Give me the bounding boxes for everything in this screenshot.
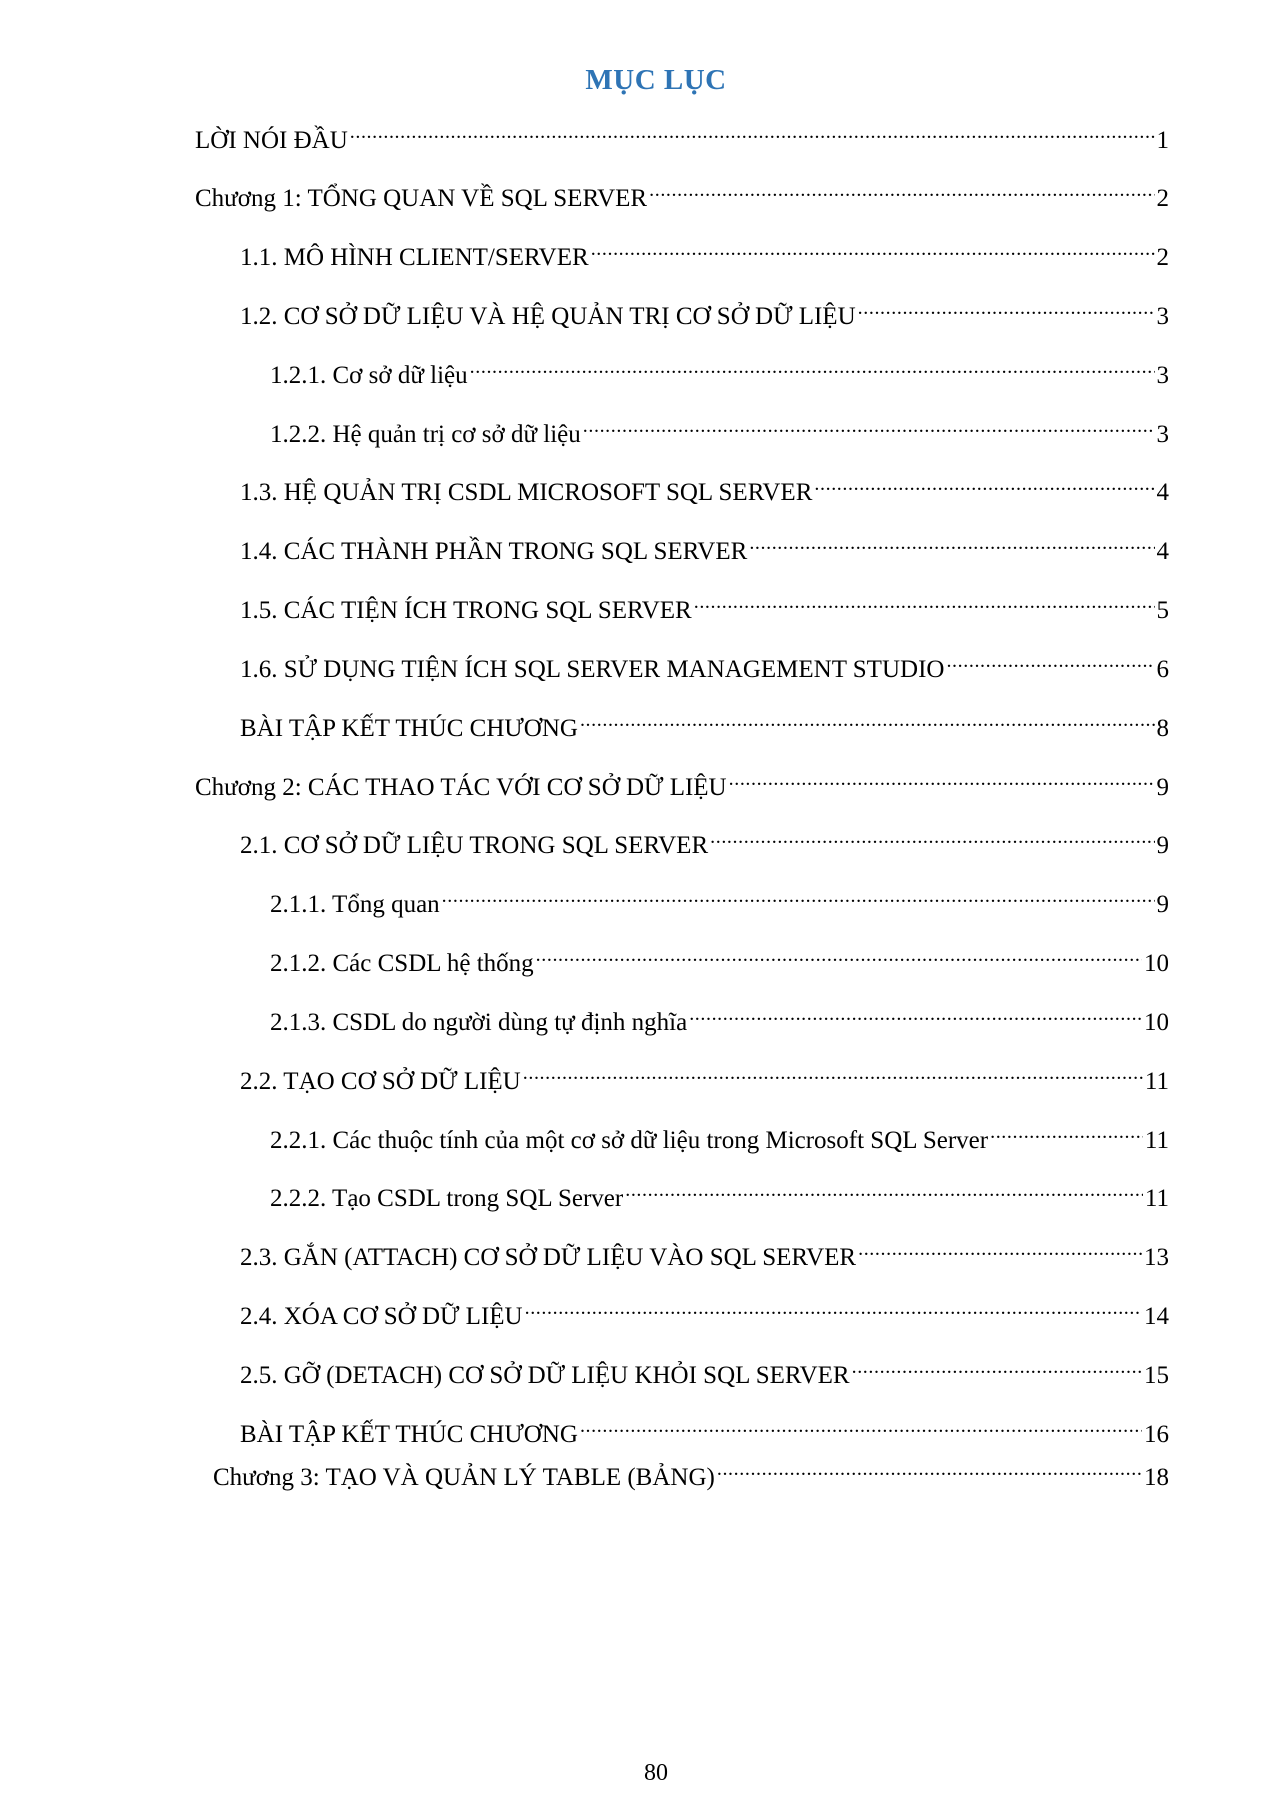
toc-entry-page: 3 — [1156, 303, 1169, 330]
toc-entry-label: 1.2.2. Hệ quản trị cơ sở dữ liệu — [270, 421, 581, 448]
toc-entry[interactable] — [240, 1233, 1169, 1271]
dot-leader — [946, 645, 1154, 677]
toc-entry-label: 2.2.1. Các thuộc tính của một cơ sở dữ liệu trong Microsoft SQL Server — [270, 1127, 989, 1154]
toc-entry-page: 15 — [1144, 1362, 1169, 1389]
toc-entry-page: 16 — [1144, 1421, 1169, 1448]
toc-entry-label: 1.3. HỆ QUẢN TRỊ CSDL MICROSOFT SQL SERVER — [240, 479, 813, 506]
toc-entry-label: Chương 2: CÁC THAO TÁC VỚI CƠ SỞ DỮ LIỆU — [195, 774, 727, 801]
dot-leader — [710, 821, 1154, 853]
dot-leader — [583, 410, 1155, 442]
dot-leader — [350, 116, 1155, 148]
dot-leader — [858, 1233, 1142, 1265]
dot-leader — [717, 1453, 1142, 1485]
toc-entry[interactable] — [240, 233, 1169, 271]
dot-leader — [580, 704, 1155, 736]
toc-entry[interactable] — [195, 174, 1169, 212]
toc-entry-page: 9 — [1156, 832, 1169, 859]
toc-entry-page: 9 — [1156, 891, 1169, 918]
toc-entry-page: 3 — [1156, 421, 1169, 448]
toc-entry[interactable] — [213, 1453, 1169, 1491]
page-number: 80 — [644, 1760, 668, 1786]
toc-entry-page: 2 — [1156, 244, 1169, 271]
toc-entry-label: LỜI NÓI ĐẦU — [195, 127, 348, 154]
toc-entry-page: 2 — [1156, 185, 1169, 212]
toc-entry-page: 4 — [1156, 479, 1169, 506]
toc-entry[interactable] — [240, 1057, 1169, 1095]
toc-entry-label: Chương 1: TỔNG QUAN VỀ SQL SERVER — [195, 185, 648, 212]
toc-entry[interactable] — [240, 468, 1169, 506]
dot-leader — [525, 1292, 1142, 1324]
toc-title: MỤC LỤC — [585, 64, 727, 96]
toc-entry-page: 1 — [1156, 127, 1169, 154]
toc-entry-label: 1.2. CƠ SỞ DỮ LIỆU VÀ HỆ QUẢN TRỊ CƠ SỞ DỮ LIỆU — [240, 303, 856, 330]
toc-entry-label: Chương 3: TẠO VÀ QUẢN LÝ TABLE (BẢNG) — [213, 1464, 715, 1491]
dot-leader — [729, 763, 1155, 795]
dot-leader — [852, 1351, 1142, 1383]
toc-entry[interactable] — [240, 1292, 1169, 1330]
toc-entry[interactable] — [270, 1174, 1169, 1212]
toc-entry-page: 14 — [1144, 1303, 1169, 1330]
toc-entry-label: 2.5. GỠ (DETACH) CƠ SỞ DỮ LIỆU KHỎI SQL SERVER — [240, 1362, 850, 1389]
dot-leader — [694, 586, 1155, 618]
toc-entry-page: 18 — [1144, 1464, 1169, 1491]
toc-entry-page: 11 — [1144, 1127, 1169, 1154]
toc-entry-label: 2.1.3. CSDL do người dùng tự định nghĩa — [270, 1009, 688, 1036]
toc-entry-label: BÀI TẬP KẾT THÚC CHƯƠNG — [240, 715, 578, 742]
toc-entry[interactable] — [270, 880, 1169, 918]
dot-leader — [649, 174, 1154, 206]
toc-entry-label: 2.3. GẮN (ATTACH) CƠ SỞ DỮ LIỆU VÀO SQL SERVER — [240, 1244, 857, 1271]
dot-leader — [580, 1410, 1142, 1442]
toc-entry-page: 10 — [1144, 950, 1169, 977]
dot-leader — [858, 292, 1155, 324]
dot-leader — [990, 1116, 1143, 1148]
toc-entry-label: 2.1. CƠ SỞ DỮ LIỆU TRONG SQL SERVER — [240, 832, 709, 859]
toc-entry-page: 4 — [1156, 538, 1169, 565]
dot-leader — [689, 998, 1142, 1030]
toc-entry[interactable] — [270, 1116, 1169, 1154]
toc-entry-label: 2.1.2. Các CSDL hệ thống — [270, 950, 534, 977]
toc-entry[interactable] — [195, 763, 1169, 801]
toc-entry[interactable] — [240, 704, 1169, 742]
toc-entry-label: 1.5. CÁC TIỆN ÍCH TRONG SQL SERVER — [240, 597, 692, 624]
toc-entry-label: 1.6. SỬ DỤNG TIỆN ÍCH SQL SERVER MANAGEMENT STUDIO — [240, 656, 945, 683]
toc-entry-page: 11 — [1144, 1068, 1169, 1095]
toc-entry-label: 2.2.2. Tạo CSDL trong SQL Server — [270, 1185, 624, 1212]
toc-entry[interactable] — [240, 586, 1169, 624]
toc-entry-page: 9 — [1156, 774, 1169, 801]
toc-entry[interactable] — [240, 527, 1169, 565]
dot-leader — [625, 1174, 1143, 1206]
toc-entry[interactable] — [270, 998, 1169, 1036]
toc-entry-label: BÀI TẬP KẾT THÚC CHƯƠNG — [240, 1421, 578, 1448]
toc-entry-page: 10 — [1144, 1009, 1169, 1036]
toc-entry[interactable] — [270, 939, 1169, 977]
dot-leader — [470, 351, 1155, 383]
dot-leader — [749, 527, 1154, 559]
toc-entry-page: 8 — [1156, 715, 1169, 742]
toc-entry[interactable] — [240, 1351, 1169, 1389]
toc-entry-label: 2.4. XÓA CƠ SỞ DỮ LIỆU — [240, 1303, 523, 1330]
toc-entry-label: 1.1. MÔ HÌNH CLIENT/SERVER — [240, 244, 589, 271]
toc-entry-page: 6 — [1156, 656, 1169, 683]
toc-entry[interactable] — [240, 821, 1169, 859]
toc-entry-page: 11 — [1144, 1185, 1169, 1212]
toc-entry-page: 5 — [1156, 597, 1169, 624]
toc-entry[interactable] — [195, 116, 1169, 154]
dot-leader — [523, 1057, 1143, 1089]
toc-entry-label: 2.2. TẠO CƠ SỞ DỮ LIỆU — [240, 1068, 521, 1095]
toc-entry[interactable] — [240, 292, 1169, 330]
dot-leader — [536, 939, 1142, 971]
toc-entry[interactable] — [270, 351, 1169, 389]
toc-entry[interactable] — [240, 1410, 1169, 1448]
toc-entry[interactable] — [240, 645, 1169, 683]
dot-leader — [442, 880, 1155, 912]
dot-leader — [591, 233, 1155, 265]
toc-entry-label: 1.2.1. Cơ sở dữ liệu — [270, 362, 468, 389]
toc-entry[interactable] — [270, 410, 1169, 448]
toc-entry-page: 13 — [1144, 1244, 1169, 1271]
toc-entry-label: 2.1.1. Tổng quan — [270, 891, 440, 918]
dot-leader — [814, 468, 1154, 500]
toc-entry-page: 3 — [1156, 362, 1169, 389]
toc-entry-label: 1.4. CÁC THÀNH PHẦN TRONG SQL SERVER — [240, 538, 748, 565]
